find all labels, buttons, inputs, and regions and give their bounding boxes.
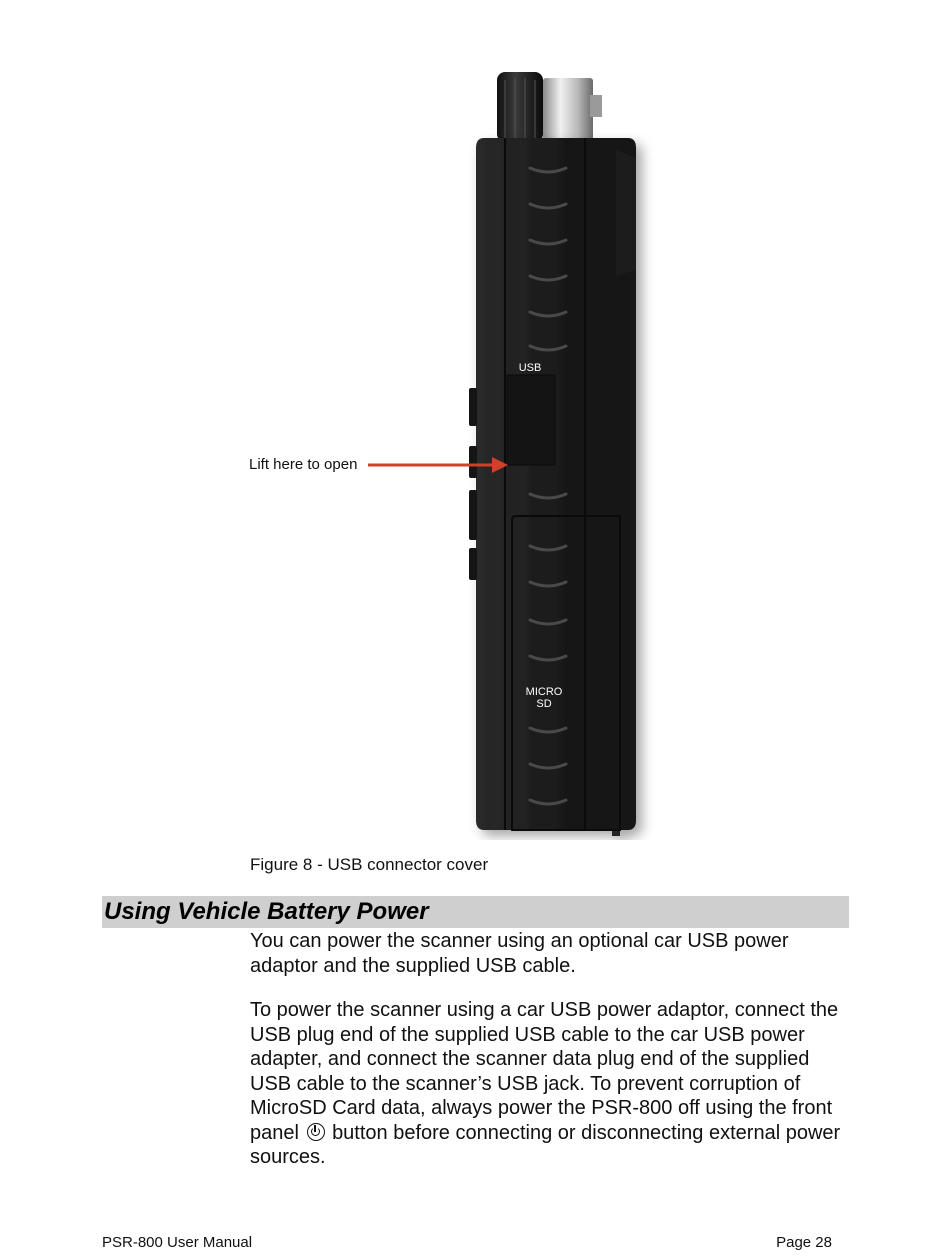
- usb-port-label: USB: [518, 362, 542, 374]
- power-icon: [307, 1123, 325, 1141]
- figure-caption: Figure 8 - USB connector cover: [250, 855, 489, 874]
- scanner-side-view-illustration: [240, 60, 660, 840]
- paragraph-2-text-after: button before connecting or disconnecting external power sources.: [250, 1121, 841, 1168]
- paragraph-2: [250, 998, 850, 1170]
- paragraph-2-text-before: To power the scanner using a car USB power adaptor, connect the USB plug end of the supplied USB cable to the car USB power adapter, and connect the scanner data plug end of the supplied USB cable to the scanner’s USB jack. To prevent corruption of MicroSD Card data, always power the PSR-800 off using the front panel: [250, 999, 839, 1144]
- usb-connector-cover: [507, 375, 555, 465]
- antenna-connector: [543, 78, 602, 142]
- callout-label: Lift here to open: [249, 456, 358, 473]
- microsd-label-line1: MICRO: [525, 686, 563, 698]
- section-heading: Using Vehicle Battery Power: [102, 896, 849, 928]
- footer-manual-title: PSR-800 User Manual: [102, 1234, 253, 1251]
- microsd-label-line2: SD: [536, 698, 552, 710]
- footer-page-number: Page 28: [776, 1234, 832, 1251]
- volume-knob: [497, 72, 543, 142]
- side-buttons: [469, 388, 477, 580]
- paragraph-1: You can power the scanner using an optional car USB power adaptor and the supplied USB cable.: [250, 930, 789, 977]
